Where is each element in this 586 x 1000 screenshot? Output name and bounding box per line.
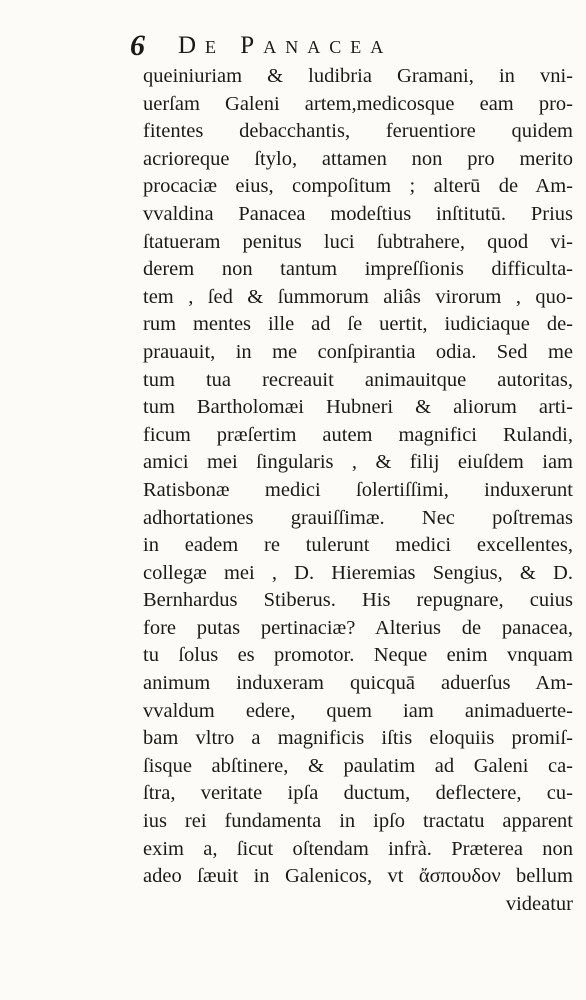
text-line: tum tua recreauit animauitque autoritas, [143, 368, 573, 391]
page-header [130, 24, 570, 68]
text-line: ſisque abſtinere, & paulatim ad Galeni ca- [143, 754, 573, 777]
text-line: vvaldina Panacea modeſtius inſtitutū. Prius [143, 202, 573, 225]
page-number: 6 [130, 29, 145, 62]
text-line: derem non tantum impreſſionis difficulta- [143, 258, 573, 281]
text-line: fitentes debacchantis, feruentiore quidem [143, 120, 573, 143]
text-line: prauauit, in me conſpirantia odia. Sed me [143, 340, 573, 363]
text-line: in eadem re tulerunt medici excellentes, [143, 534, 573, 557]
text-line: acrioreque ſtylo, attamen non pro merito [143, 147, 573, 170]
text-line: adeo ſæuit in Galenicos, vt ἄσπουδον bellum [143, 865, 573, 888]
text-line: tu ſolus es promotor. Neque enim vnquam [143, 644, 573, 667]
text-line: ius rei fundamenta in ipſo tractatu apparent [143, 810, 573, 833]
text-line: collegæ mei , D. Hieremias Sengius, & D. [143, 561, 573, 584]
text-line: amici mei ſingularis , & filij eiuſdem iam [143, 451, 573, 474]
running-title: De Panacea [178, 32, 393, 59]
text-line: Ratisbonæ medici ſolertiſſimi, induxerunt [143, 478, 573, 501]
text-line: ſtatueram penitus luci ſubtrahere, quod vi- [143, 230, 573, 253]
text-line: exim a, ſicut oſtendam infrà. Præterea non [143, 837, 573, 860]
text-line: adhortationes grauiſſimæ. Nec poſtremas [143, 506, 573, 529]
text-line: uerſam Galeni artem,medicosque eam pro- [143, 92, 573, 115]
text-line: queiniuriam & ludibria Gramani, in vni- [143, 65, 573, 87]
text-line: rum mentes ille ad ſe uertit, iudiciaque de- [143, 313, 573, 336]
body-text [143, 63, 573, 918]
text-line: vvaldum edere, quem iam animaduerte- [143, 699, 573, 722]
text-line: tum Bartholomæi Hubneri & aliorum arti- [143, 396, 573, 419]
text-line: animum induxeram quicquā aduerſus Am- [143, 672, 573, 695]
text-line: bam vltro a magnificis iſtis eloquiis promiſ- [143, 727, 573, 750]
text-line: fore putas pertinaciæ? Alterius de panacea, [143, 616, 573, 639]
text-line: ſtra, veritate ipſa ductum, deflectere, cu- [143, 782, 573, 805]
catchword: videatur [505, 892, 573, 915]
text-line: Bernhardus Stiberus. His repugnare, cuius [143, 589, 573, 612]
text-line: ficum præſertim autem magnifici Rulandi, [143, 423, 573, 446]
text-line: procaciæ eius, compoſitum ; alterū de Am- [143, 175, 573, 198]
text-line: tem , ſed & ſummorum aliâs virorum , quo- [143, 285, 573, 308]
